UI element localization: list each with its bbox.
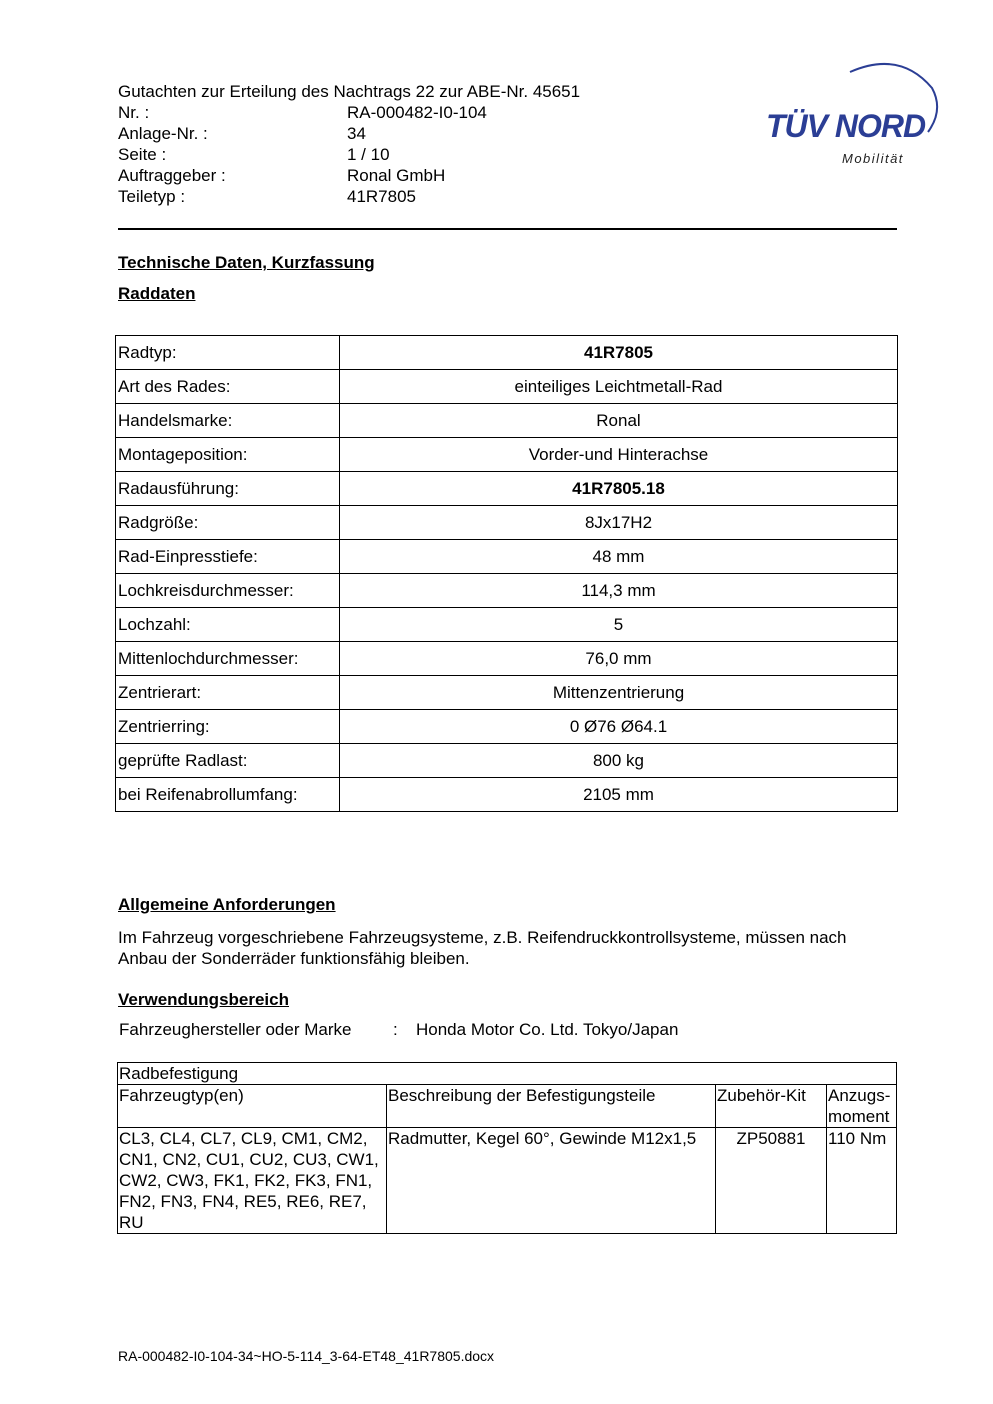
cell-anzugsmoment: 110 Nm [827,1128,897,1234]
raddaten-row [116,642,898,676]
cell-beschreibung: Radmutter, Kegel 60°, Gewinde M12x1,5 [387,1128,716,1234]
raddaten-value: 800 kg [340,744,898,778]
raddaten-row [116,472,898,506]
header-field-value: Ronal GmbH [347,166,446,185]
raddaten-label: Zentrierring: [116,710,340,744]
radbefestigung-table [117,1062,897,1234]
raddaten-label: Radgröße: [116,506,340,540]
raddaten-row [116,540,898,574]
raddaten-label: Handelsmarke: [116,404,340,438]
radbefestigung-title: Radbefestigung [118,1063,897,1085]
raddaten-label: Art des Rades: [116,370,340,404]
raddaten-row [116,438,898,472]
raddaten-label: Zentrierart: [116,676,340,710]
col-header-anzugsmoment: Anzugs- moment [827,1085,897,1128]
cell-fahrzeugtypen: CL3, CL4, CL7, CL9, CM1, CM2, CN1, CN2, CU1, CU2, CU3, CW1, CW2, CW3, FK1, FK2, FK3, FN1, FN2, FN3, FN4, RE5, RE6, RE7, RU [118,1128,387,1234]
raddaten-label: bei Reifenabrollumfang: [116,778,340,812]
raddaten-label: Radtyp: [116,336,340,370]
raddaten-label: Rad-Einpresstiefe: [116,540,340,574]
header-field-label: Anlage-Nr. : [118,124,208,143]
hersteller-label: Fahrzeughersteller oder Marke [119,1020,352,1039]
raddaten-table [115,335,898,812]
raddaten-value: 41R7805.18 [340,472,898,506]
raddaten-label: Montageposition: [116,438,340,472]
raddaten-value: 48 mm [340,540,898,574]
section-heading-verwendung: Verwendungsbereich [118,990,289,1009]
logo-brand: TÜV NORD [766,108,926,144]
section-heading-raddaten: Raddaten [118,284,196,303]
col-header-fahrzeugtyp: Fahrzeugtyp(en) [118,1085,387,1128]
raddaten-label: Mittenlochdurchmesser: [116,642,340,676]
hersteller-value: Honda Motor Co. Ltd. Tokyo/Japan [416,1020,679,1039]
header-field-value: RA-000482-I0-104 [347,103,487,122]
raddaten-value: 76,0 mm [340,642,898,676]
header-divider [118,228,897,230]
col-header-beschreibung: Beschreibung der Befestigungsteile [387,1085,716,1128]
header-field-value: 41R7805 [347,187,417,206]
raddaten-value: 8Jx17H2 [340,506,898,540]
document-title: Gutachten zur Erteilung des Nachtrags 22 zur ABE-Nr. 45651 [118,82,581,101]
raddaten-label: Radausführung: [116,472,340,506]
raddaten-value: 114,3 mm [340,574,898,608]
raddaten-value: Mittenzentrierung [340,676,898,710]
header-field-label: Nr. : [118,103,150,122]
raddaten-value: Ronal [340,404,898,438]
raddaten-label: Lochzahl: [116,608,340,642]
header-field-value: 1 / 10 [347,145,390,164]
raddaten-row [116,676,898,710]
raddaten-label: Lochkreisdurchmesser: [116,574,340,608]
header-field-value: 34 [347,124,366,143]
raddaten-value: 5 [340,608,898,642]
raddaten-value: 0 Ø76 Ø64.1 [340,710,898,744]
header-field-label: Auftraggeber : [118,166,226,185]
raddaten-row [116,336,898,370]
raddaten-value: 2105 mm [340,778,898,812]
raddaten-label: geprüfte Radlast: [116,744,340,778]
raddaten-row [116,710,898,744]
section-heading-technische-daten: Technische Daten, Kurzfassung [118,253,375,272]
section-heading-allgemein: Allgemeine Anforderungen [118,895,336,914]
raddaten-row [116,370,898,404]
raddaten-value: Vorder-und Hinterachse [340,438,898,472]
allgemein-text: Im Fahrzeug vorgeschriebene Fahrzeugsysteme, z.B. Reifendruckkontrollsysteme, müssen nach Anbau der Sonderräder funktionsfähig bleiben. [118,928,847,968]
hersteller-separator: : [393,1020,398,1039]
raddaten-row [116,404,898,438]
cell-zubehoer-kit: ZP50881 [716,1128,827,1234]
header-field-label: Seite : [118,145,167,164]
raddaten-value: 41R7805 [340,336,898,370]
raddaten-row [116,608,898,642]
col-header-zubehoer-kit: Zubehör-Kit [716,1085,827,1128]
raddaten-row [116,778,898,812]
header-field-label: Teiletyp : [118,187,186,206]
footer-filename: RA-000482-I0-104-34~HO-5-114_3-64-ET48_41R7805.docx [118,1348,495,1364]
raddaten-row [116,574,898,608]
logo-subtitle: Mobilität [842,151,904,166]
raddaten-value: einteiliges Leichtmetall-Rad [340,370,898,404]
raddaten-row [116,744,898,778]
raddaten-row [116,506,898,540]
